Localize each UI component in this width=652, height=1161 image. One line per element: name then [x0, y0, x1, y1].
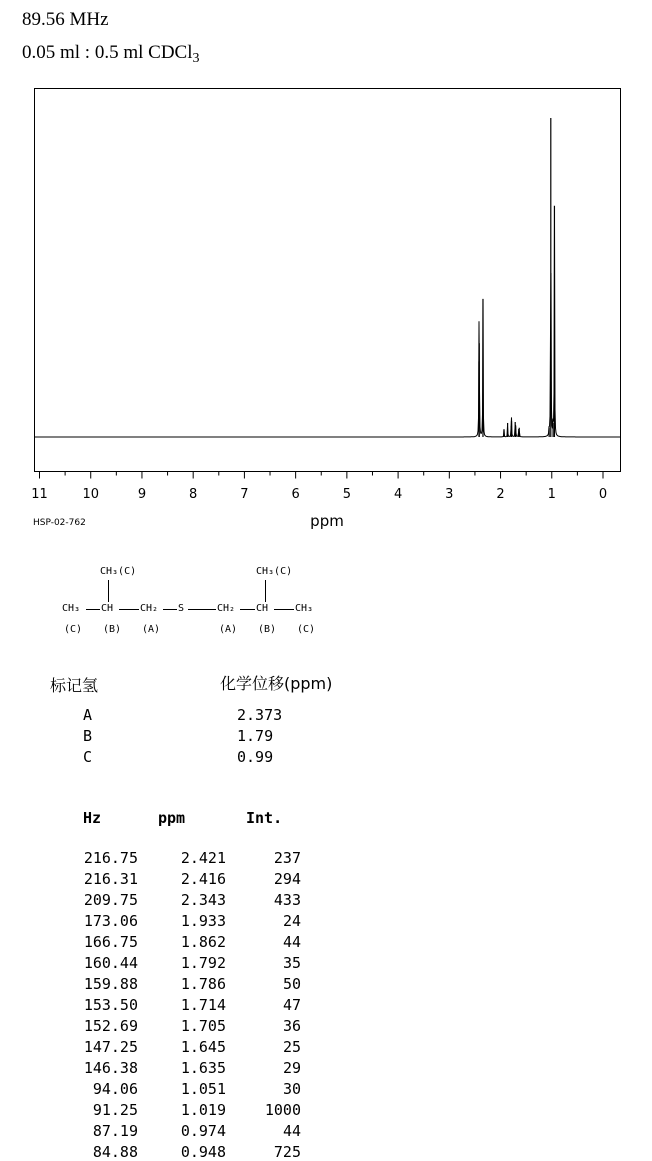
- chain-ch2-right: CH₂: [217, 603, 236, 614]
- peak-table-cell: 0.974: [180, 1122, 226, 1140]
- x-tick-label: 1: [547, 487, 556, 502]
- x-tick-label: 4: [393, 487, 403, 502]
- structure-top-left: CH₃(C): [100, 566, 137, 577]
- x-axis-ticks: [40, 472, 604, 479]
- x-tick-label: 5: [342, 487, 352, 502]
- x-tick-label: 9: [137, 487, 147, 502]
- peak-table-cell: 50: [282, 975, 301, 993]
- bond-1: [86, 609, 100, 610]
- peak-table-cell: 35: [282, 954, 301, 972]
- x-axis-label: ppm: [310, 512, 344, 530]
- peak-lines: [479, 118, 554, 437]
- assignment-shift-a: 2.373: [237, 706, 283, 724]
- peak-table-header-int: Int.: [246, 809, 283, 827]
- peak-table-cell: 1.645: [180, 1038, 226, 1056]
- x-tick-label: 6: [291, 487, 300, 502]
- peak-table-cell: 159.88: [83, 975, 138, 993]
- peak-table-cell: 1.792: [180, 954, 226, 972]
- sample-main-text: 0.05 ml : 0.5 ml CDCl: [22, 42, 193, 63]
- peak-table-cell: 216.75: [83, 849, 138, 867]
- peak-table-cell: 433: [273, 891, 301, 909]
- peak-table-cell: 1.933: [180, 912, 226, 930]
- x-axis-tick-labels: [31, 487, 607, 502]
- label-b-right: (B): [258, 624, 277, 635]
- peak-table-cell: 1.019: [180, 1101, 226, 1119]
- chain-sulfur: S: [178, 603, 185, 614]
- peak-table-cell: 1.786: [180, 975, 226, 993]
- assignment-label-a: A: [83, 706, 93, 724]
- bond-4: [188, 609, 216, 610]
- x-tick-label: 11: [31, 487, 48, 502]
- bond-6: [274, 609, 294, 610]
- x-tick-label: 7: [240, 487, 249, 502]
- peak-table-cell: 160.44: [83, 954, 138, 972]
- spectrum-trace: [35, 225, 620, 437]
- peak-table-cell: 1.862: [180, 933, 226, 951]
- peak-table-cell: 173.06: [83, 912, 138, 930]
- peak-table-cell: 94.06: [92, 1080, 138, 1098]
- peak-table-cell: 237: [273, 849, 301, 867]
- x-tick-label: 3: [445, 487, 454, 502]
- spectrum-code: HSP-02-762: [33, 518, 86, 528]
- assignment-label-c: C: [83, 748, 93, 766]
- peak-table-cell: 209.75: [83, 891, 138, 909]
- structure-top-right: CH₃(C): [256, 566, 293, 577]
- peak-table-cell: 91.25: [92, 1101, 138, 1119]
- peak-table-cell: 216.31: [83, 870, 138, 888]
- peak-table-cell: 25: [282, 1038, 301, 1056]
- assignment-shift-b: 1.79: [237, 727, 274, 745]
- label-a-left: (A): [142, 624, 161, 635]
- label-a-right: (A): [219, 624, 238, 635]
- bond-5: [240, 609, 255, 610]
- peak-table-cell: 1.705: [180, 1017, 226, 1035]
- peak-table-cell: 1.635: [180, 1059, 226, 1077]
- peak-table-header-hz: Hz: [83, 809, 102, 827]
- label-c-left: (C): [64, 624, 83, 635]
- bond-vertical-left: [108, 580, 109, 602]
- peak-table-cell: 1000: [264, 1101, 301, 1119]
- frequency-label: 89.56 MHz: [22, 9, 109, 30]
- peak-table-cell: 1.714: [180, 996, 226, 1014]
- assignment-header-label: 标记氢: [50, 676, 99, 695]
- chain-ch-left: CH: [101, 603, 114, 614]
- peak-table-cell: 1.051: [180, 1080, 226, 1098]
- peak-table-cell: 725: [273, 1143, 301, 1161]
- peak-table-cell: 2.421: [180, 849, 226, 867]
- peak-table-cell: 36: [282, 1017, 301, 1035]
- plot-frame: [35, 89, 621, 472]
- peak-table-cell: 30: [282, 1080, 301, 1098]
- assignment-shift-c: 0.99: [237, 748, 274, 766]
- peak-table-cell: 47: [282, 996, 301, 1014]
- bond-2: [119, 609, 139, 610]
- x-tick-label: 2: [496, 487, 505, 502]
- peak-table-cell: 152.69: [83, 1017, 138, 1035]
- assignment-label-b: B: [83, 727, 93, 745]
- chain-ch3-right: CH₃: [295, 603, 314, 614]
- nmr-spectrum-chart: [0, 0, 652, 540]
- label-b-left: (B): [103, 624, 122, 635]
- chain-ch-right: CH: [256, 603, 269, 614]
- peak-table-header-ppm: ppm: [158, 809, 186, 827]
- peak-table-cell: 29: [282, 1059, 301, 1077]
- label-c-right: (C): [297, 624, 316, 635]
- bond-3: [163, 609, 177, 610]
- peak-table-cell: 84.88: [92, 1143, 138, 1161]
- chain-ch2-left: CH₂: [140, 603, 159, 614]
- sample-subscript: 3: [192, 51, 200, 66]
- bond-vertical-right: [265, 580, 266, 602]
- peak-table-cell: 146.38: [83, 1059, 138, 1077]
- peak-table-cell: 2.343: [180, 891, 226, 909]
- peak-table-cell: 87.19: [92, 1122, 138, 1140]
- chain-ch3-left: CH₃: [62, 603, 81, 614]
- peak-table-cell: 44: [282, 933, 301, 951]
- peak-table-cell: 153.50: [83, 996, 138, 1014]
- peak-table-cell: 294: [273, 870, 301, 888]
- x-tick-label: 8: [189, 487, 198, 502]
- peak-table-cell: 24: [282, 912, 301, 930]
- peak-table-cell: 147.25: [83, 1038, 138, 1056]
- peak-table-cell: 0.948: [180, 1143, 226, 1161]
- peak-table-cell: 44: [282, 1122, 301, 1140]
- x-tick-label: 0: [598, 487, 608, 502]
- assignment-header-shift: 化学位移(ppm): [220, 674, 333, 693]
- x-tick-label: 10: [82, 487, 100, 502]
- peak-table-cell: 166.75: [83, 933, 138, 951]
- peak-table-cell: 2.416: [180, 870, 226, 888]
